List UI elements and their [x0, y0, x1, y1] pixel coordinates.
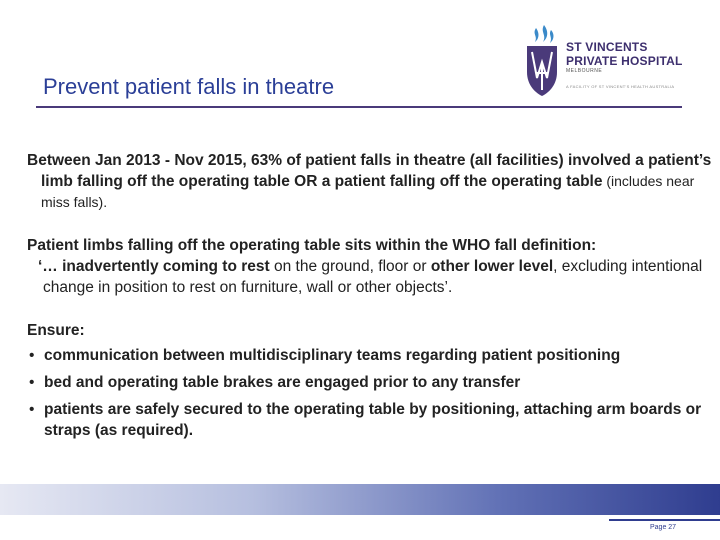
logo-text-line1: ST VINCENTS [566, 40, 648, 54]
hospital-logo [522, 22, 700, 100]
statistic-paragraph [27, 150, 717, 213]
logo-text-line3: MELBOURNE [566, 68, 603, 74]
who-definition-text: Patient limbs falling off the operating table sits within the WHO fall definition: [27, 237, 597, 254]
crest-icon [522, 22, 562, 100]
who-definition-intro [27, 235, 717, 256]
title-divider [36, 106, 682, 108]
slide-title: Prevent patient falls in theatre [43, 74, 335, 99]
bullet-icon: • [29, 374, 35, 391]
quote-strong-2: other lower level [430, 258, 554, 275]
page-number: Page 27 [650, 524, 677, 531]
list-item [27, 399, 717, 441]
bullet-icon: • [29, 347, 35, 364]
quote-normal-2: , excluding intentional change in position to rest on furniture, wall or other objects’. [43, 258, 703, 296]
logo-text-line2: PRIVATE HOSPITAL [566, 54, 683, 68]
list-item-text: communication between multidisciplinary teams regarding patient positioning [44, 347, 621, 364]
ensure-list [27, 345, 717, 441]
footer-band [0, 484, 720, 515]
list-item-text: bed and operating table brakes are engaged prior to any transfer [44, 374, 521, 391]
footer-divider [609, 519, 720, 521]
statistic-text: Between Jan 2013 - Nov 2015, 63% of patient falls in theatre (all facilities) involved a patient’s limb falling off the operating table OR a patient falling off the operating table [27, 152, 712, 190]
statistic-note: (includes near miss falls). [41, 173, 695, 210]
quote-strong-1: ‘… inadvertently coming to rest [38, 258, 270, 275]
who-definition-quote [27, 256, 717, 298]
list-item-text: patients are safely secured to the operating table by positioning, attaching arm boards or straps (as required). [44, 401, 702, 439]
bullet-icon: • [29, 401, 35, 418]
list-item [27, 345, 717, 366]
list-item [27, 372, 717, 393]
logo-text-line4: A FACILITY OF ST VINCENT'S HEALTH AUSTRALIA [566, 84, 675, 89]
quote-normal-1: on the ground, floor or [269, 258, 431, 275]
slide-body [27, 150, 717, 447]
ensure-heading: Ensure: [27, 322, 85, 339]
